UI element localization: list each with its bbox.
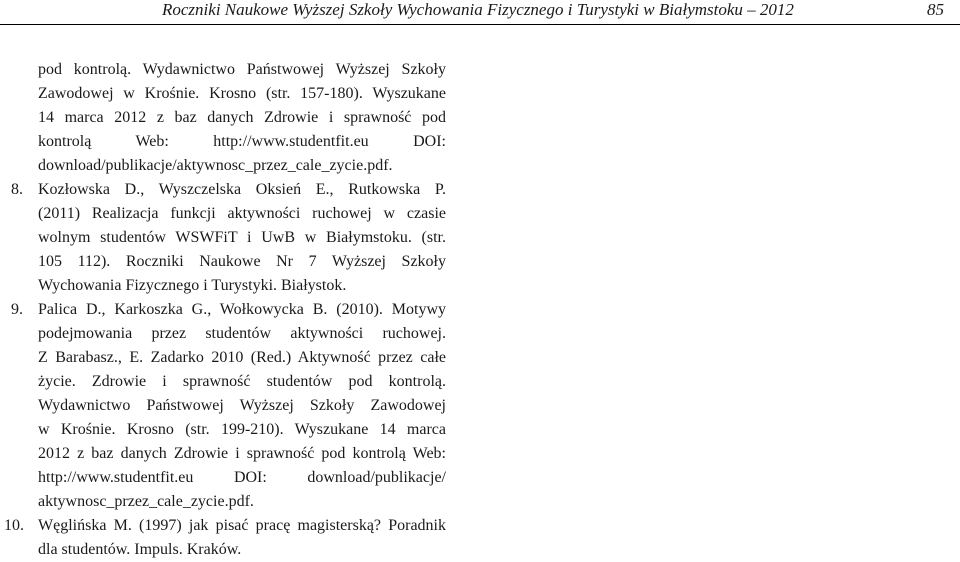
reference-line: Wydawnictwo Państwowej Wyższej Szkoły Zawodowej — [38, 397, 446, 414]
reference-number: 9. — [11, 301, 23, 318]
page-number: 85 — [927, 0, 944, 19]
reference-line: 14 marca 2012 z baz danych Zdrowie i sprawność pod — [38, 109, 446, 126]
reference-line: w Krośnie. Krosno (str. 199-210). Wyszukane 14 marca — [38, 421, 446, 438]
reference-number: 8. — [11, 181, 23, 198]
reference-line: download/publikacje/aktywnosc_przez_cale_zycie.pdf. — [38, 157, 393, 174]
reference-line: Wychowania Fizycznego i Turystyki. Białystok. — [38, 277, 347, 294]
reference-line: życie. Zdrowie i sprawność studentów pod kontrolą. — [38, 373, 446, 390]
journal-title: Roczniki Naukowe Wyższej Szkoły Wychowania Fizycznego i Turystyki w Białymstoku – 2012 — [162, 0, 794, 19]
reference-line: wolnym studentów WSWFiT i UwB w Białymstoku. (str. — [38, 229, 446, 246]
reference-line: kontrolą Web: http://www.studentfit.eu DOI: — [38, 133, 446, 150]
reference-line: Palica D., Karkoszka G., Wołkowycka B. (2010). Motywy — [38, 301, 446, 318]
reference-line: aktywnosc_przez_cale_zycie.pdf. — [38, 493, 254, 510]
reference-line: Węglińska M. (1997) jak pisać pracę magisterską? Poradnik — [38, 517, 446, 534]
reference-line: podejmowania przez studentów aktywności ruchowej. — [38, 325, 446, 342]
reference-line: Kozłowska D., Wyszczelska Oksień E., Rutkowska P. — [38, 181, 446, 198]
reference-line: 2012 z baz danych Zdrowie i sprawność pod kontrolą Web: — [38, 445, 446, 462]
reference-line: http://www.studentfit.eu DOI: download/publikacje/ — [38, 469, 446, 486]
reference-line: pod kontrolą. Wydawnictwo Państwowej Wyższej Szkoły — [38, 61, 446, 78]
reference-line: 105 112). Roczniki Naukowe Nr 7 Wyższej Szkoły — [38, 253, 446, 270]
reference-line: dla studentów. Impuls. Kraków. — [38, 541, 242, 558]
reference-line: Z Barabasz., E. Zadarko 2010 (Red.) Aktywność przez całe — [38, 349, 446, 366]
reference-line: (2011) Realizacja funkcji aktywności ruchowej w czasie — [38, 205, 446, 222]
reference-number: 10. — [4, 517, 24, 534]
reference-line: Zawodowej w Krośnie. Krosno (str. 157-180). Wyszukane — [38, 85, 446, 102]
